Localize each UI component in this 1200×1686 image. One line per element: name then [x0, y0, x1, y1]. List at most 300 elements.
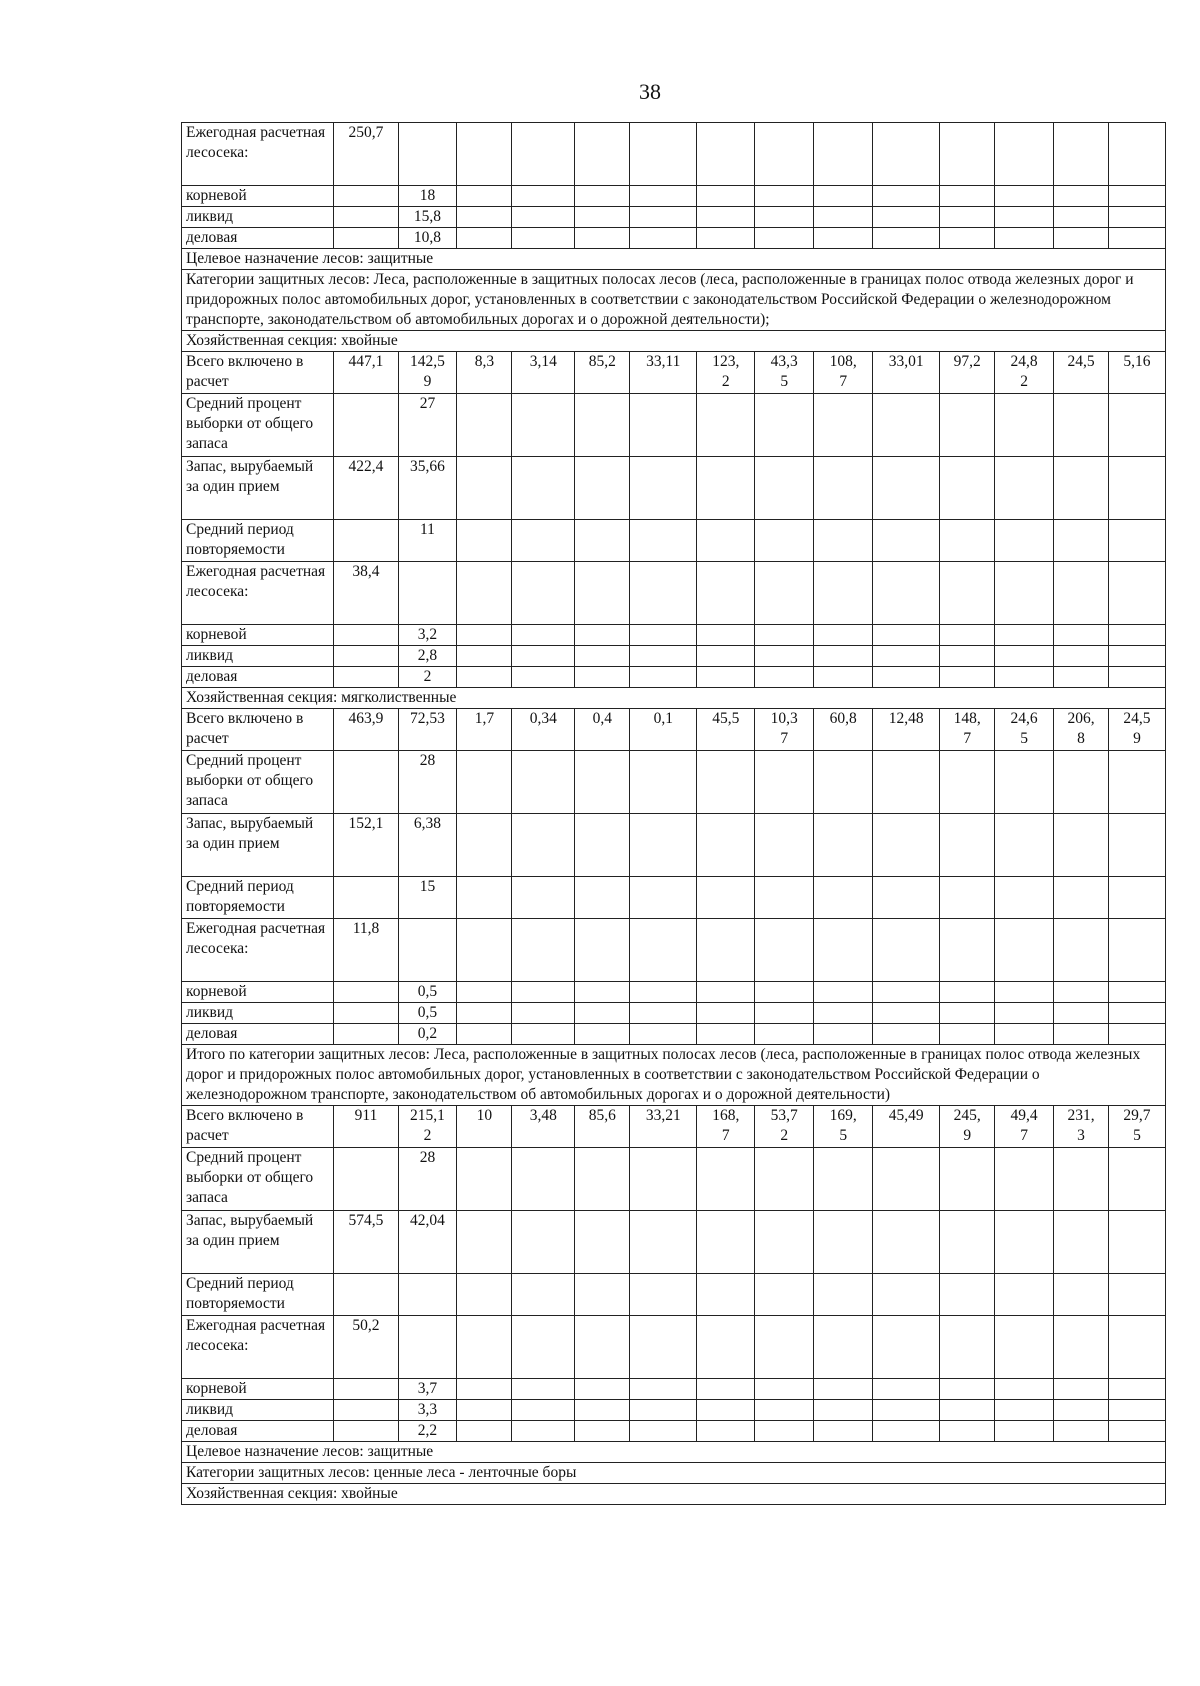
table-cell: 43,3 5 [755, 352, 814, 394]
table-cell [630, 751, 697, 814]
table-cell [814, 667, 873, 688]
table-cell [697, 625, 755, 646]
row-label: деловая [182, 228, 334, 249]
table-cell [995, 1421, 1054, 1442]
table-cell [1108, 667, 1165, 688]
table-row [182, 709, 1166, 751]
table-cell [457, 751, 512, 814]
table-cell [995, 207, 1054, 228]
table-cell [755, 646, 814, 667]
table-cell [697, 751, 755, 814]
row-label: Средний процент выборки от общего запаса [182, 394, 334, 457]
table-cell [697, 186, 755, 207]
table-cell [630, 667, 697, 688]
table-cell [575, 562, 630, 625]
table-cell [995, 982, 1054, 1003]
table-row [182, 751, 1166, 814]
table-cell [1108, 814, 1165, 877]
table-row [182, 207, 1166, 228]
table-cell [697, 1421, 755, 1442]
table-cell [755, 1421, 814, 1442]
table-cell [457, 1024, 512, 1045]
table-cell: 45,5 [697, 709, 755, 751]
row-label: Средний период повторяемости [182, 877, 334, 919]
table-cell [457, 228, 512, 249]
table-cell: 18 [398, 186, 457, 207]
table-cell [630, 877, 697, 919]
row-label: Ежегодная расчетная лесосека: [182, 919, 334, 982]
table-cell [873, 877, 940, 919]
table-cell [995, 457, 1054, 520]
table-cell [630, 394, 697, 457]
table-cell [755, 1274, 814, 1316]
row-label: Ежегодная расчетная лесосека: [182, 1316, 334, 1379]
table-cell: 11,8 [334, 919, 398, 982]
table-cell [873, 457, 940, 520]
table-cell [334, 520, 398, 562]
table-cell [457, 1400, 512, 1421]
table-cell [755, 207, 814, 228]
table-cell [814, 625, 873, 646]
table-cell: 10 [457, 1106, 512, 1148]
table-cell [873, 394, 940, 457]
table-cell [512, 646, 575, 667]
row-label: ликвид [182, 207, 334, 228]
table-cell [755, 919, 814, 982]
table-cell: 206, 8 [1054, 709, 1109, 751]
table-cell [755, 1211, 814, 1274]
table-row [182, 646, 1166, 667]
table-cell [940, 207, 995, 228]
table-cell [1054, 625, 1109, 646]
section-heading-row [182, 688, 1166, 709]
row-label: Средний период повторяемости [182, 520, 334, 562]
table-cell [1108, 520, 1165, 562]
table-cell [512, 1400, 575, 1421]
table-cell: 3,2 [398, 625, 457, 646]
table-row [182, 919, 1166, 982]
table-cell [512, 1211, 575, 1274]
table-cell [1108, 646, 1165, 667]
section-heading-row [182, 270, 1166, 331]
table-cell [457, 1211, 512, 1274]
table-cell [512, 207, 575, 228]
table-cell [697, 1379, 755, 1400]
table-cell [575, 877, 630, 919]
table-row [182, 123, 1166, 186]
table-cell [697, 1400, 755, 1421]
table-cell [575, 625, 630, 646]
table-row [182, 667, 1166, 688]
table-cell [755, 520, 814, 562]
table-cell [873, 1400, 940, 1421]
table-cell [940, 814, 995, 877]
table-cell [814, 1421, 873, 1442]
table-cell [814, 1024, 873, 1045]
row-label: Всего включено в расчет [182, 352, 334, 394]
row-label: Ежегодная расчетная лесосека: [182, 562, 334, 625]
table-cell: 2,8 [398, 646, 457, 667]
table-cell [512, 667, 575, 688]
table-cell: 168, 7 [697, 1106, 755, 1148]
table-cell [512, 1003, 575, 1024]
table-cell [630, 1316, 697, 1379]
table-cell [814, 562, 873, 625]
row-label: ликвид [182, 1003, 334, 1024]
row-label: Средний процент выборки от общего запаса [182, 1148, 334, 1211]
table-cell [940, 751, 995, 814]
table-cell: 231, 3 [1054, 1106, 1109, 1148]
table-cell [334, 1421, 398, 1442]
table-cell [940, 228, 995, 249]
table-cell [575, 520, 630, 562]
table-cell [512, 877, 575, 919]
table-cell [995, 1316, 1054, 1379]
table-cell: 97,2 [940, 352, 995, 394]
section-heading: Хозяйственная секция: хвойные [182, 331, 1166, 352]
table-cell [630, 186, 697, 207]
table-cell: 3,7 [398, 1379, 457, 1400]
table-cell [1054, 1379, 1109, 1400]
table-cell [575, 751, 630, 814]
table-cell: 5,16 [1108, 352, 1165, 394]
table-cell [697, 1003, 755, 1024]
table-cell [512, 1148, 575, 1211]
table-cell [512, 814, 575, 877]
table-cell [1108, 1024, 1165, 1045]
table-cell: 152,1 [334, 814, 398, 877]
table-cell [457, 1274, 512, 1316]
table-cell: 24,8 2 [995, 352, 1054, 394]
table-cell [575, 228, 630, 249]
table-cell [873, 1421, 940, 1442]
table-cell [873, 982, 940, 1003]
section-heading-row [182, 1045, 1166, 1106]
table-cell [630, 520, 697, 562]
table-cell [512, 919, 575, 982]
table-cell [995, 646, 1054, 667]
table-cell [1054, 1421, 1109, 1442]
table-cell: 27 [398, 394, 457, 457]
table-cell: 148, 7 [940, 709, 995, 751]
table-cell [1108, 1274, 1165, 1316]
table-cell [457, 814, 512, 877]
table-cell [630, 207, 697, 228]
table-cell [1108, 394, 1165, 457]
table-cell [575, 814, 630, 877]
table-row [182, 186, 1166, 207]
table-cell: 0,4 [575, 709, 630, 751]
table-cell: 123, 2 [697, 352, 755, 394]
table-cell: 3,14 [512, 352, 575, 394]
table-cell [334, 877, 398, 919]
table-cell [575, 1274, 630, 1316]
table-cell [398, 1274, 457, 1316]
table-cell [1054, 1003, 1109, 1024]
table-cell: 0,34 [512, 709, 575, 751]
table-cell [457, 1148, 512, 1211]
table-cell [814, 520, 873, 562]
table-cell [457, 919, 512, 982]
table-cell: 42,04 [398, 1211, 457, 1274]
table-cell [940, 457, 995, 520]
forest-calculation-table [181, 122, 1166, 1505]
table-cell [334, 394, 398, 457]
table-cell [575, 982, 630, 1003]
table-cell [995, 625, 1054, 646]
table-row [182, 1400, 1166, 1421]
table-cell [457, 1379, 512, 1400]
table-cell [1108, 186, 1165, 207]
section-heading: Категории защитных лесов: ценные леса - ленточные боры [182, 1463, 1166, 1484]
row-label: ликвид [182, 1400, 334, 1421]
table-cell [1108, 207, 1165, 228]
table-cell [334, 1400, 398, 1421]
table-cell [575, 1400, 630, 1421]
table-cell [755, 982, 814, 1003]
table-cell [457, 667, 512, 688]
table-cell [940, 1024, 995, 1045]
table-cell [630, 1379, 697, 1400]
table-cell [873, 1211, 940, 1274]
table-cell [873, 207, 940, 228]
table-cell [755, 667, 814, 688]
table-cell [1054, 186, 1109, 207]
table-cell [873, 1003, 940, 1024]
row-label: Запас, вырубаемый за один прием [182, 814, 334, 877]
table-cell: 3,3 [398, 1400, 457, 1421]
table-cell [575, 1421, 630, 1442]
table-cell [1108, 1421, 1165, 1442]
table-cell [512, 982, 575, 1003]
table-cell [512, 1024, 575, 1045]
section-heading: Итого по категории защитных лесов: Леса, расположенные в защитных полосах лесов (леса, расположенные в границах полос отвода железных дорог и придорожных полос автомобильных дорог, установленных в соответствии с законодательством Российской Федерации о железнодорожном транспорте, законодательством об автомобильных дорогах и о дорожной деятельности) [182, 1045, 1166, 1106]
table-cell [630, 123, 697, 186]
table-cell [814, 877, 873, 919]
table-cell: 28 [398, 751, 457, 814]
table-cell [814, 186, 873, 207]
table-cell [630, 1148, 697, 1211]
section-heading-row [182, 1442, 1166, 1463]
table-cell: 3,48 [512, 1106, 575, 1148]
table-row [182, 877, 1166, 919]
section-heading: Целевое назначение лесов: защитные [182, 1442, 1166, 1463]
table-cell [512, 123, 575, 186]
table-cell [334, 1379, 398, 1400]
row-label: деловая [182, 1421, 334, 1442]
table-cell [512, 228, 575, 249]
row-label: корневой [182, 186, 334, 207]
table-cell [940, 1379, 995, 1400]
table-cell [512, 1274, 575, 1316]
table-cell [873, 667, 940, 688]
table-cell [575, 646, 630, 667]
table-cell [995, 919, 1054, 982]
table-cell [575, 1148, 630, 1211]
table-cell [334, 186, 398, 207]
table-cell: 911 [334, 1106, 398, 1148]
table-cell: 6,38 [398, 814, 457, 877]
table-cell [697, 814, 755, 877]
table-cell [1054, 667, 1109, 688]
table-cell [575, 457, 630, 520]
page-number: 38 [639, 79, 661, 104]
row-label: Запас, вырубаемый за один прием [182, 457, 334, 520]
table-cell: 215,1 2 [398, 1106, 457, 1148]
table-row [182, 1003, 1166, 1024]
table-cell [995, 877, 1054, 919]
table-cell: 2 [398, 667, 457, 688]
table-cell [512, 457, 575, 520]
table-cell: 85,2 [575, 352, 630, 394]
table-cell [873, 1274, 940, 1316]
table-cell: 12,48 [873, 709, 940, 751]
table-cell: 60,8 [814, 709, 873, 751]
section-heading-row [182, 1484, 1166, 1505]
table-row [182, 1379, 1166, 1400]
table-cell: 0,2 [398, 1024, 457, 1045]
table-cell [697, 1148, 755, 1211]
table-cell [940, 667, 995, 688]
table-row [182, 1148, 1166, 1211]
table-cell [814, 394, 873, 457]
table-cell [1054, 877, 1109, 919]
table-cell [1108, 625, 1165, 646]
table-cell [1054, 394, 1109, 457]
table-cell [755, 123, 814, 186]
table-cell: 33,11 [630, 352, 697, 394]
table-cell [1108, 1211, 1165, 1274]
table-cell [697, 1274, 755, 1316]
table-cell [334, 228, 398, 249]
table-cell: 49,4 7 [995, 1106, 1054, 1148]
table-cell [995, 1148, 1054, 1211]
table-cell [873, 186, 940, 207]
row-label: деловая [182, 1024, 334, 1045]
table-cell [630, 1274, 697, 1316]
table-cell [575, 207, 630, 228]
table-cell [334, 1024, 398, 1045]
table-cell [575, 1024, 630, 1045]
table-cell [334, 646, 398, 667]
table-cell [995, 667, 1054, 688]
table-cell [1108, 919, 1165, 982]
table-cell [630, 625, 697, 646]
table-cell [398, 562, 457, 625]
table-cell: 447,1 [334, 352, 398, 394]
table-cell [457, 1421, 512, 1442]
table-row [182, 394, 1166, 457]
row-label: ликвид [182, 646, 334, 667]
table-cell: 45,49 [873, 1106, 940, 1148]
table-cell: 0,5 [398, 982, 457, 1003]
table-cell [1054, 814, 1109, 877]
table-cell: 24,5 9 [1108, 709, 1165, 751]
table-cell: 35,66 [398, 457, 457, 520]
table-cell [995, 520, 1054, 562]
table-cell [1054, 1024, 1109, 1045]
table-cell [995, 186, 1054, 207]
table-cell [1108, 562, 1165, 625]
table-cell [575, 394, 630, 457]
row-label: Всего включено в расчет [182, 709, 334, 751]
table-cell: 108, 7 [814, 352, 873, 394]
table-cell [1108, 877, 1165, 919]
table-cell [873, 520, 940, 562]
table-cell [755, 1024, 814, 1045]
table-cell [575, 1316, 630, 1379]
table-cell: 245, 9 [940, 1106, 995, 1148]
table-cell [814, 751, 873, 814]
table-cell [873, 1024, 940, 1045]
table-cell [755, 186, 814, 207]
table-cell [1054, 1211, 1109, 1274]
table-row [182, 814, 1166, 877]
table-cell [814, 123, 873, 186]
table-cell: 24,6 5 [995, 709, 1054, 751]
section-heading: Хозяйственная секция: мягколиственные [182, 688, 1166, 709]
table-cell [1054, 207, 1109, 228]
table-cell [457, 394, 512, 457]
table-row [182, 352, 1166, 394]
table-cell [873, 751, 940, 814]
table-cell [873, 562, 940, 625]
table-cell [457, 207, 512, 228]
table-cell [940, 646, 995, 667]
table-cell [575, 667, 630, 688]
table-cell [334, 667, 398, 688]
table-cell [512, 394, 575, 457]
table-cell: 15,8 [398, 207, 457, 228]
table-cell [995, 751, 1054, 814]
table-row [182, 1316, 1166, 1379]
table-cell: 463,9 [334, 709, 398, 751]
table-cell [630, 1211, 697, 1274]
table-cell [630, 1024, 697, 1045]
table-cell: 24,5 [1054, 352, 1109, 394]
table-cell: 10,8 [398, 228, 457, 249]
table-cell [697, 646, 755, 667]
table-cell [995, 1274, 1054, 1316]
table-cell [1108, 457, 1165, 520]
table-cell [1108, 982, 1165, 1003]
table-cell [697, 562, 755, 625]
table-row [182, 1274, 1166, 1316]
table-cell [814, 1379, 873, 1400]
table-cell [697, 520, 755, 562]
table-cell [755, 1316, 814, 1379]
table-cell [398, 1316, 457, 1379]
table-cell [873, 1379, 940, 1400]
table-cell [814, 919, 873, 982]
table-cell [457, 982, 512, 1003]
table-cell [398, 123, 457, 186]
table-cell [940, 394, 995, 457]
table-cell: 250,7 [334, 123, 398, 186]
table-cell [814, 1148, 873, 1211]
table-cell: 8,3 [457, 352, 512, 394]
table-cell [940, 1003, 995, 1024]
table-cell [457, 562, 512, 625]
table-cell: 33,01 [873, 352, 940, 394]
table-cell [755, 751, 814, 814]
table-cell [940, 1274, 995, 1316]
table-cell [755, 228, 814, 249]
table-cell [995, 1024, 1054, 1045]
row-label: Средний процент выборки от общего запаса [182, 751, 334, 814]
table-cell [814, 1316, 873, 1379]
table-cell [940, 919, 995, 982]
